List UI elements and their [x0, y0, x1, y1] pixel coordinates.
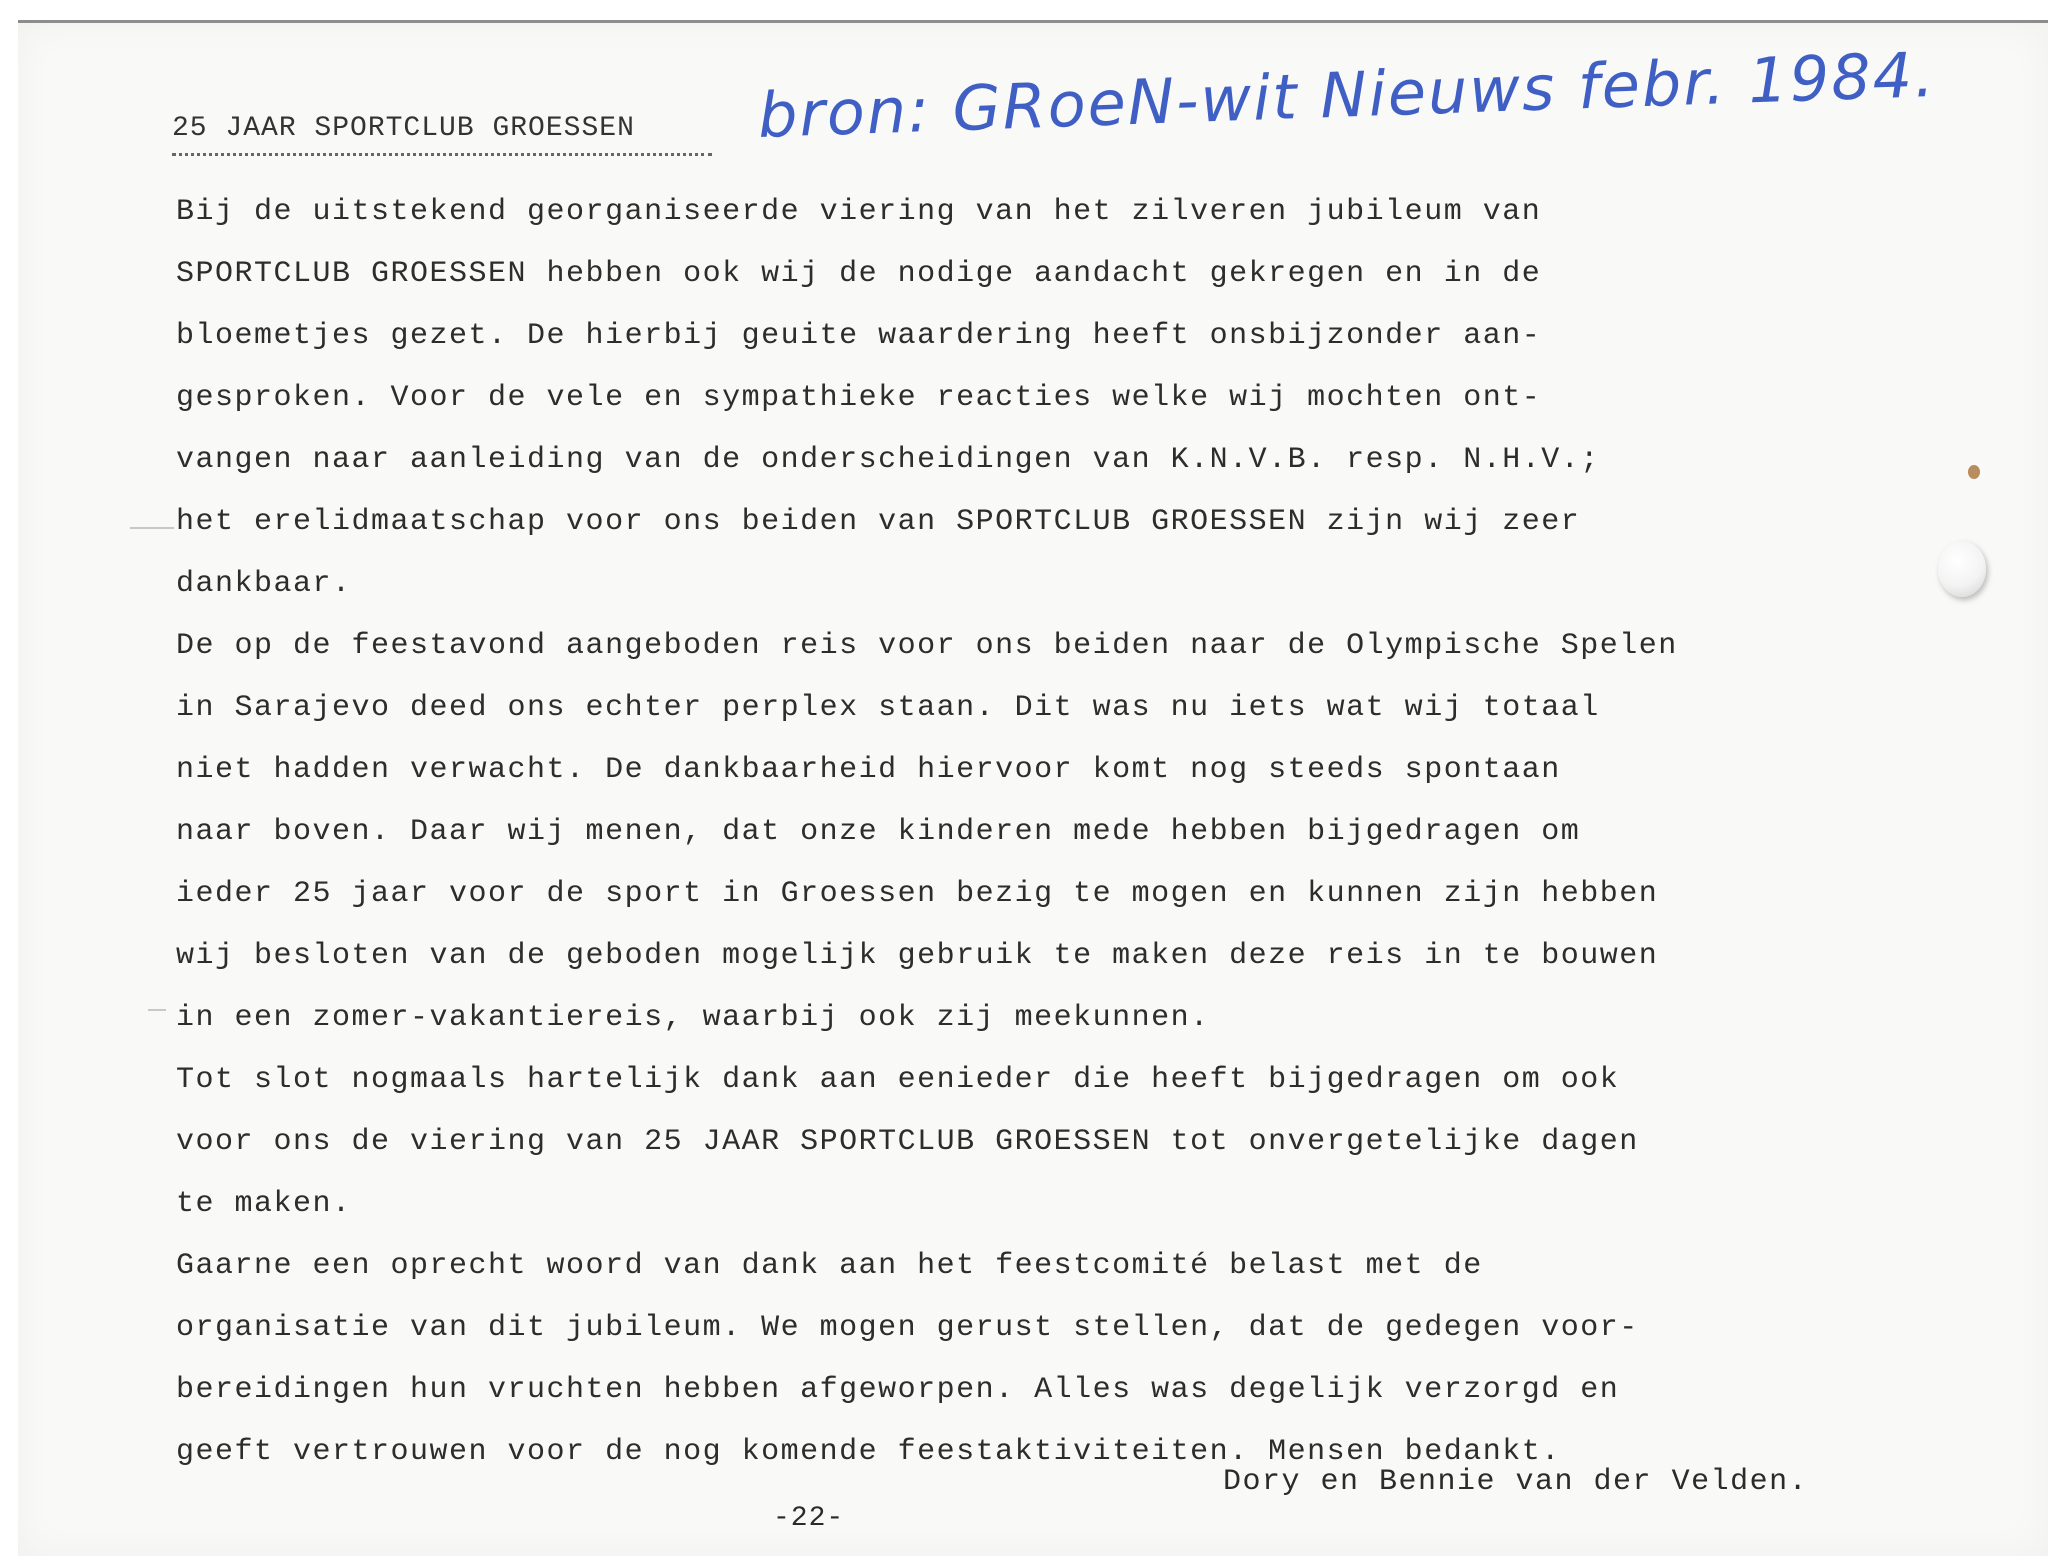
margin-mark — [130, 527, 174, 529]
text-line: ieder 25 jaar voor de sport in Groessen bezig te mogen en kunnen zijn hebben — [176, 877, 1659, 911]
text-line: Bij de uitstekend georganiseerde viering van het zilveren jubileum van — [176, 195, 1542, 229]
text-line: te maken. — [176, 1187, 352, 1221]
text-line: dankbaar. — [176, 567, 352, 601]
article-heading: 25 JAAR SPORTCLUB GROESSEN — [172, 113, 635, 144]
stain-spot — [1968, 465, 1980, 479]
text-line: niet hadden verwacht. De dankbaarheid hiervoor komt nog steeds spontaan — [176, 753, 1561, 787]
page-number: -22- — [773, 1503, 845, 1534]
scanned-page — [18, 20, 2048, 1556]
text-line: in een zomer-vakantiereis, waarbij ook zij meekunnen. — [176, 1001, 1210, 1035]
punch-hole — [1938, 541, 1986, 597]
text-line: in Sarajevo deed ons echter perplex staan. Dit was nu iets wat wij totaal — [176, 691, 1600, 725]
heading-underline — [172, 153, 712, 156]
text-line: voor ons de viering van 25 JAAR SPORTCLUB GROESSEN tot onvergetelijke dagen — [176, 1125, 1639, 1159]
text-line: bloemetjes gezet. De hierbij geuite waardering heeft onsbijzonder aan- — [176, 319, 1542, 353]
text-line: bereidingen hun vruchten hebben afgeworpen. Alles was degelijk verzorgd en — [176, 1373, 1620, 1407]
margin-mark — [148, 1009, 166, 1011]
text-line: vangen naar aanleiding van de onderscheidingen van K.N.V.B. resp. N.H.V.; — [176, 443, 1600, 477]
text-line: organisatie van dit jubileum. We mogen gerust stellen, dat de gedegen voor- — [176, 1311, 1639, 1345]
text-line: Tot slot nogmaals hartelijk dank aan eenieder die heeft bijgedragen om ook — [176, 1063, 1620, 1097]
text-line: Gaarne een oprecht woord van dank aan het feestcomité belast met de — [176, 1249, 1483, 1283]
text-line: naar boven. Daar wij menen, dat onze kinderen mede hebben bijgedragen om — [176, 815, 1581, 849]
handwritten-source-note: bron: GRoeN-wit Nieuws febr. 1984. — [756, 37, 1937, 152]
text-line: De op de feestavond aangeboden reis voor ons beiden naar de Olympische Spelen — [176, 629, 1678, 663]
article-body — [176, 181, 1896, 1483]
text-line: het erelidmaatschap voor ons beiden van SPORTCLUB GROESSEN zijn wij zeer — [176, 505, 1581, 539]
text-line: wij besloten van de geboden mogelijk gebruik te maken deze reis in te bouwen — [176, 939, 1659, 973]
text-line: gesproken. Voor de vele en sympathieke reacties welke wij mochten ont- — [176, 381, 1542, 415]
text-line: geeft vertrouwen voor de nog komende feestaktiviteiten. Mensen bedankt. — [176, 1435, 1561, 1469]
signature: Dory en Bennie van der Velden. — [1223, 1465, 1809, 1499]
text-line: SPORTCLUB GROESSEN hebben ook wij de nodige aandacht gekregen en in de — [176, 257, 1542, 291]
